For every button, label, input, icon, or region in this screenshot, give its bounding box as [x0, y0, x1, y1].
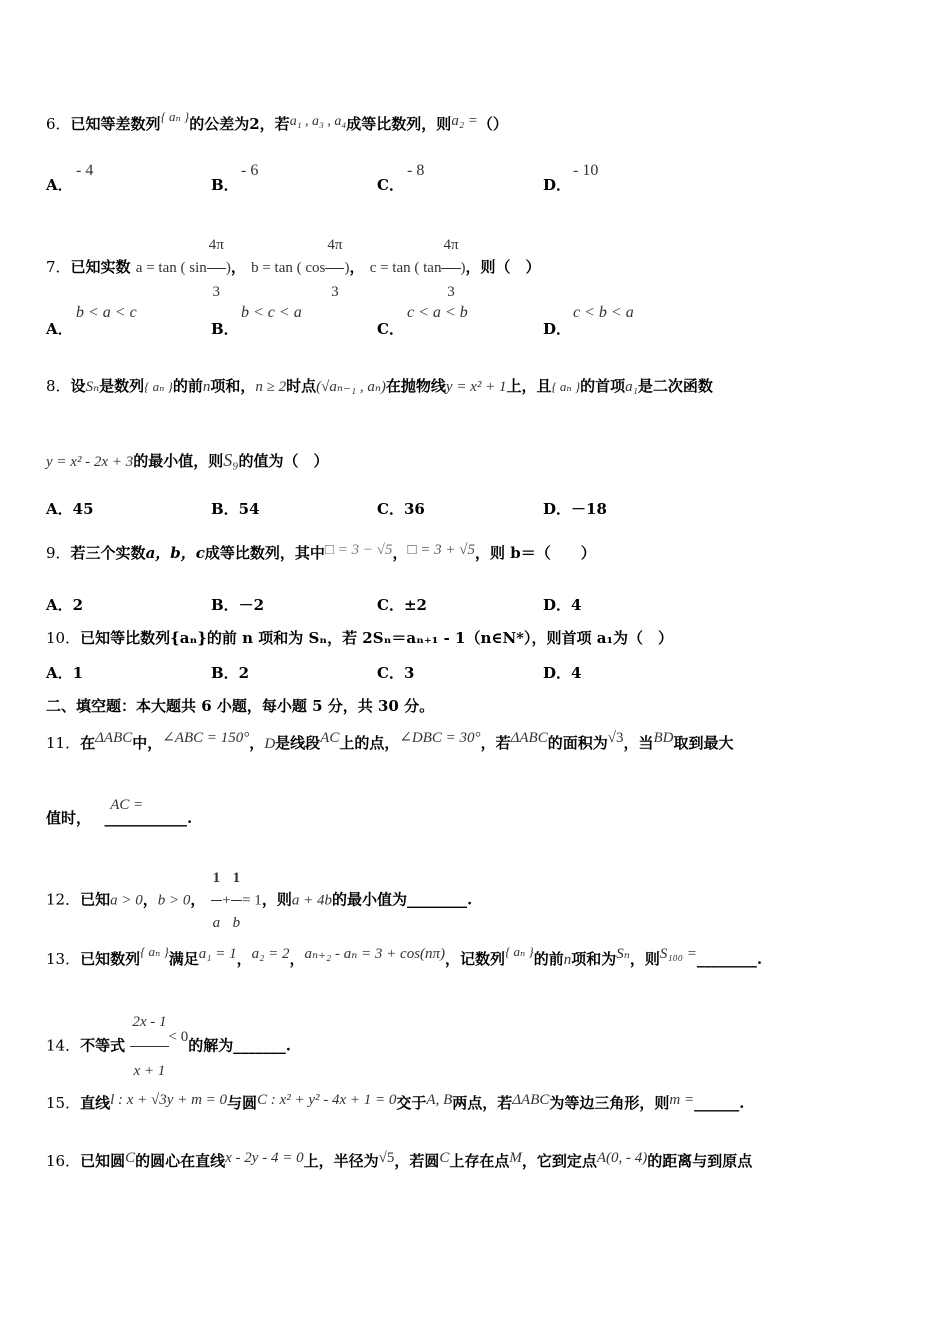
q7-b-close: )	[344, 259, 350, 276]
q11-triangle: ΔABC	[95, 730, 133, 746]
q8-s9: S₉	[223, 450, 239, 470]
q8-text-9: 是二次函数	[637, 377, 713, 395]
q9-text-4: ，则 b＝（ ）	[475, 544, 596, 562]
q14-frac-den: x + 1	[133, 1063, 166, 1079]
q13-sequence: { aₙ }	[140, 944, 169, 959]
q6-text-3: 成等比数列，则	[346, 115, 452, 133]
q15-points: A, B	[426, 1092, 453, 1108]
q6-option-c-value: - 8	[407, 162, 425, 179]
q10-option-d[interactable]: D．4	[543, 664, 582, 682]
q12-cond-2: b > 0	[157, 892, 191, 909]
q13-cond-2: a₂ = 2	[251, 946, 290, 962]
q16-text-3: 上，半径为	[303, 1152, 379, 1170]
q15-line: l : x + √3y + m = 0	[110, 1092, 228, 1108]
q14-fraction	[130, 998, 168, 1095]
section-2-heading: 二、填空题：本大题共 6 小题，每小题 5 分，共 30 分。	[46, 697, 435, 715]
q11-text-3: ，	[249, 734, 265, 752]
q11-text-8: ，当	[623, 734, 654, 752]
question-10	[46, 628, 910, 648]
q12-frac-a	[211, 856, 223, 945]
q12-text-5: 的最小值为________.	[331, 890, 473, 909]
q12-frac-b	[231, 856, 243, 945]
q9-sep: ，	[392, 544, 408, 562]
q11-text-6: ，若	[480, 734, 511, 752]
q8-sequence: { aₙ }	[144, 379, 173, 394]
q16-text-5: 上存在点	[449, 1152, 510, 1170]
q13-text-2: 满足	[168, 950, 199, 968]
question-8	[46, 372, 910, 401]
q16-c-2: C	[439, 1150, 450, 1166]
q13-cond-1: a₁ = 1	[198, 946, 237, 962]
q15-text-3: 交于	[396, 1094, 427, 1112]
q10-option-b[interactable]: B．2	[211, 664, 250, 682]
q10-option-c[interactable]: C．3	[377, 664, 415, 682]
q11-bd: BD	[653, 730, 674, 746]
q6-option-d-label[interactable]: D．	[543, 176, 572, 194]
q16-point: A(0, - 4)	[596, 1150, 648, 1166]
q9-option-a[interactable]: A．2	[46, 596, 84, 614]
q15-text-1: 直线	[80, 1094, 111, 1112]
q6-options	[46, 162, 906, 192]
q11-answer-label: AC =	[110, 797, 144, 813]
q7-a-close: )	[225, 259, 231, 276]
q7-option-c-label[interactable]: C．	[377, 320, 404, 338]
q11-triangle-2: ΔABC	[510, 730, 548, 746]
q11-answer-blank[interactable]: ___________.	[104, 809, 193, 827]
q12-text-2: ，	[142, 890, 158, 909]
q15-text-2: 与圆	[227, 1094, 258, 1112]
q10-option-a[interactable]: A．1	[46, 664, 84, 682]
q8-a1: a₁	[625, 379, 638, 395]
q9-option-d[interactable]: D．4	[543, 596, 582, 614]
q7-c-frac-num: 4π	[441, 222, 460, 269]
q11-text-5: 上的点，	[339, 734, 400, 752]
q11-d: D	[264, 736, 276, 752]
q6-text-4: （）	[477, 115, 508, 133]
q15-number: 15．	[46, 1094, 81, 1112]
q14-number: 14．	[46, 1036, 81, 1055]
question-8-line-2	[46, 448, 910, 474]
q6-sequence: { aₙ }	[160, 109, 190, 124]
question-11	[46, 732, 910, 755]
q14-frac-num: 2x - 1	[130, 998, 168, 1047]
q12-eq: = 1	[242, 892, 262, 909]
q16-text-6: ，它到定点	[521, 1152, 597, 1170]
q13-n: n	[563, 952, 572, 968]
q11-text-1: 在	[80, 734, 96, 752]
q11-text-2: 中，	[132, 734, 163, 752]
q9-option-b[interactable]: B．－2	[211, 596, 265, 614]
q12-expr: a + 4b	[291, 892, 332, 909]
q16-number: 16．	[46, 1152, 81, 1170]
q7-option-c-value: c < a < b	[407, 304, 468, 321]
q8-text-5: 时点	[286, 377, 317, 395]
q8-condition: n ≥ 2	[255, 379, 287, 395]
q8-option-b[interactable]: B．54	[211, 500, 260, 518]
q12-plus: +	[222, 892, 231, 909]
q7-number: 7．	[46, 257, 71, 276]
q16-m: M	[509, 1150, 522, 1166]
q7-c-frac-den: 3	[447, 284, 455, 300]
question-7	[46, 222, 910, 315]
q10-number: 10．	[46, 629, 81, 647]
q8-text-4: 项和，	[210, 377, 256, 395]
q13-text-7: 项和为	[571, 950, 617, 968]
question-6	[46, 109, 910, 136]
q6-option-d-value: - 10	[573, 162, 599, 179]
q12-text-4: ，则	[261, 890, 292, 909]
q7-option-a-label[interactable]: A．	[46, 320, 73, 338]
q7-c-head: c = tan ( tan	[369, 259, 442, 276]
q8-option-c[interactable]: C．36	[377, 500, 425, 518]
q16-text-1: 已知圆	[80, 1152, 126, 1170]
q8-options	[46, 498, 906, 518]
q13-text-8: ，则	[629, 950, 660, 968]
question-13	[46, 944, 910, 975]
q8-parabola: y = x² + 1	[445, 379, 507, 395]
q15-circle: C : x² + y² - 4x + 1 = 0	[257, 1092, 397, 1108]
q6-option-b-label[interactable]: B．	[211, 176, 239, 194]
q15-triangle: ΔABC	[512, 1092, 550, 1108]
q7-options	[46, 304, 906, 338]
q7-a-frac-num: 4π	[207, 222, 226, 269]
q6-terms: a₁ , a₃ , a₄	[289, 114, 347, 129]
question-14	[46, 998, 910, 1095]
q8-text-2: 是数列	[99, 377, 145, 395]
q7-option-d-value: c < b < a	[573, 304, 634, 321]
q12-text-1: 已知	[80, 890, 111, 909]
q16-line: x - 2y - 4 = 0	[225, 1150, 304, 1166]
q6-option-c-label[interactable]: C．	[377, 176, 404, 194]
q15-m: m =	[669, 1092, 695, 1108]
q13-answer-blank[interactable]: ________.	[696, 950, 763, 968]
q15-answer-blank[interactable]: ______.	[694, 1094, 745, 1112]
q8-text-11: 的值为（ ）	[238, 452, 329, 470]
question-12	[46, 856, 910, 945]
q8-number: 8．	[46, 377, 71, 395]
q7-b-frac-num: 4π	[325, 222, 344, 269]
q9-text-3: 成等比数列，其中	[204, 544, 325, 562]
q9-options	[46, 594, 906, 614]
q10-options	[46, 662, 906, 682]
question-15	[46, 1090, 910, 1117]
q6-text-1: 已知等差数列	[70, 115, 161, 133]
q7-option-b-value: b < c < a	[241, 304, 302, 321]
q8-text-3: 的前	[172, 377, 203, 395]
q13-text-3: ，	[236, 950, 252, 968]
q9-option-c[interactable]: C．±2	[377, 596, 427, 614]
q12-frac-a-den: a	[212, 915, 221, 931]
q7-b-head: b = tan ( cos	[251, 259, 326, 276]
q7-b-frac-den: 3	[331, 284, 339, 300]
q13-s100: S₁₀₀ =	[659, 946, 697, 962]
q11-angle-1: ∠ABC = 150°	[162, 730, 250, 746]
q13-text-5: ，记数列	[445, 950, 506, 968]
q9-value-2: □ = 3 + √5	[407, 542, 476, 558]
q8-function: y = x² - 2x + 3	[46, 454, 134, 470]
q7-option-a-value: b < a < c	[76, 304, 137, 321]
q7-c-close: )	[460, 259, 466, 276]
q9-text-2: a，b，c	[145, 544, 205, 562]
q8-text-10: 的最小值，则	[133, 452, 224, 470]
q8-text-1: 设	[70, 377, 86, 395]
q14-lt: < 0	[168, 1028, 189, 1045]
q8-option-d[interactable]: D．－18	[543, 500, 607, 518]
q8-sn: Sₙ	[85, 379, 100, 395]
q6-number: 6．	[46, 115, 71, 133]
q6-expr: a₂ =	[451, 113, 478, 129]
q6-option-b-value: - 6	[241, 162, 259, 179]
q13-text-6: 的前	[533, 950, 564, 968]
q7-comma-1: ，	[230, 257, 246, 276]
question-11-line-2	[46, 797, 910, 829]
question-9	[46, 543, 910, 564]
q7-a-head: a = tan ( sin	[135, 259, 207, 276]
q11-number: 11．	[46, 734, 81, 752]
q12-frac-b-den: b	[232, 915, 241, 931]
q7-a-frac-den: 3	[212, 284, 221, 300]
q8-text-8: 的首项	[580, 377, 626, 395]
q12-frac-a-num: 1	[211, 856, 223, 901]
q15-text-4: 两点，若	[452, 1094, 513, 1112]
q11-area: √3	[607, 730, 624, 746]
q10-text: 已知等比数列{aₙ}的前 n 项和为 Sₙ，若 2Sₙ＝aₙ₊₁ - 1（n∈N*），则首项 a₁为（ ）	[80, 629, 674, 647]
q12-cond-1: a > 0	[110, 892, 143, 909]
q12-number: 12．	[46, 890, 81, 909]
q6-option-a-value: - 4	[76, 162, 94, 179]
q9-value-1: □ = 3 − √5	[324, 542, 393, 558]
q7-option-d-label[interactable]: D．	[543, 320, 572, 338]
q11-text-10: 值时，	[46, 809, 92, 827]
q7-comma-2: ，	[349, 257, 365, 276]
q8-point: (√aₙ₋₁ , aₙ)	[316, 379, 386, 395]
q8-sequence-2: { aₙ }	[551, 379, 581, 394]
q13-sn: Sₙ	[616, 946, 630, 962]
q13-text-1: 已知数列	[80, 950, 141, 968]
q11-ac: AC	[320, 730, 340, 746]
q9-text-1: 若三个实数	[70, 544, 146, 562]
q15-text-5: 为等边三角形，则	[549, 1094, 670, 1112]
q7-text-1: 已知实数	[70, 257, 131, 276]
q8-text-7: 上，且	[506, 377, 552, 395]
q8-text-6: 在抛物线	[385, 377, 446, 395]
q16-text-2: 的圆心在直线	[135, 1152, 226, 1170]
q13-text-4: ，	[289, 950, 305, 968]
q13-sequence-2: { aₙ }	[505, 944, 534, 959]
q11-text-9: 取到最大	[673, 734, 734, 752]
q7-text-2: ，则（ ）	[465, 257, 541, 276]
q12-frac-b-num: 1	[231, 856, 243, 901]
q16-text-7: 的距离与到原点	[647, 1152, 753, 1170]
q6-text-2: 的公差为2，若	[189, 115, 290, 133]
q6-option-a-label[interactable]: A．	[46, 176, 73, 194]
q16-radius: √5	[378, 1150, 395, 1166]
q13-number: 13．	[46, 950, 81, 968]
q12-text-3: ，	[190, 890, 206, 909]
q9-number: 9．	[46, 544, 71, 562]
q8-n: n	[202, 379, 211, 395]
q16-text-4: ，若圆	[394, 1152, 440, 1170]
question-16	[46, 1148, 910, 1175]
q14-text-2: 的解为_______.	[188, 1036, 291, 1055]
q7-option-b-label[interactable]: B．	[211, 320, 239, 338]
q8-option-a[interactable]: A．45	[46, 500, 94, 518]
q13-cond-3: aₙ₊₂ - aₙ = 3 + cos(nπ)	[304, 946, 446, 962]
q11-text-4: 是线段	[275, 734, 321, 752]
q16-c: C	[125, 1150, 136, 1166]
q11-angle-2: ∠DBC = 30°	[399, 730, 481, 746]
q11-text-7: 的面积为	[547, 734, 608, 752]
q14-text-1: 不等式	[80, 1036, 126, 1055]
